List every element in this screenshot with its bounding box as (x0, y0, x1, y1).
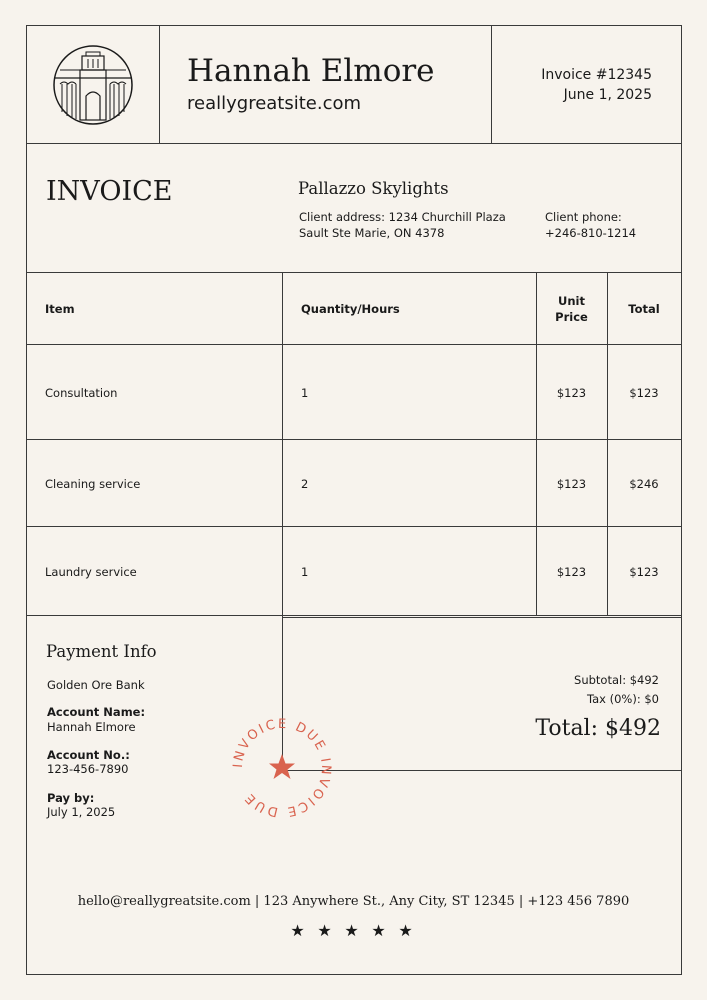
star-icon: ★ (317, 923, 332, 940)
payment-bank: Golden Ore Bank (47, 678, 145, 692)
invoice-due-stamp (230, 716, 334, 820)
column-header-unit-price (536, 294, 607, 324)
subtotal: Subtotal: $492 (574, 673, 659, 687)
pay-by-date: July 1, 2025 (47, 805, 116, 819)
client-address-line2: Sault Ste Marie, ON 4378 (299, 226, 445, 240)
star-icon: ★ (371, 923, 386, 940)
client-address-line1: Client address: 1234 Churchill Plaza (299, 210, 506, 224)
account-name: Hannah Elmore (47, 720, 136, 734)
row-2-total: $246 (629, 477, 659, 491)
invoice-number: Invoice #12345 (541, 67, 652, 83)
table-top-border (26, 272, 682, 273)
row-2-qty: 2 (301, 477, 309, 491)
row-1-item: Consultation (45, 386, 118, 400)
row-3-qty: 1 (301, 565, 309, 579)
header-bottom-border (26, 143, 682, 144)
table-row-border (26, 526, 682, 527)
brand-name: Hannah Elmore (187, 53, 435, 89)
star-icon: ★ (290, 923, 305, 940)
table-bottom-border (26, 615, 682, 616)
invoice-heading: INVOICE (46, 176, 173, 207)
column-header-item: Item (45, 302, 75, 316)
account-no: 123-456-7890 (47, 762, 129, 776)
tax: Tax (0%): $0 (586, 692, 659, 706)
client-name: Pallazzo Skylights (298, 179, 449, 198)
payment-info-title: Payment Info (46, 642, 157, 661)
column-header-total: Total (628, 302, 660, 316)
column-header-quantity: Quantity/Hours (301, 302, 400, 316)
header-divider-left (159, 25, 160, 143)
summary-box-top-border (283, 617, 682, 618)
row-1-unit-price: $123 (556, 386, 587, 400)
row-1-qty: 1 (301, 386, 309, 400)
client-phone: +246-810-1214 (545, 226, 637, 240)
frame-bottom-border (26, 974, 682, 975)
summary-box-bottom-border (282, 770, 682, 771)
frame-right-border (681, 25, 682, 975)
table-header-border (26, 344, 682, 345)
header-divider-right (491, 25, 492, 143)
frame-left-border (26, 25, 27, 975)
grand-total: Total: $492 (535, 716, 661, 741)
star-icon (269, 754, 295, 779)
star-icon: ★ (344, 923, 359, 940)
client-phone-label: Client phone: (545, 210, 622, 224)
row-1-total: $123 (629, 386, 659, 400)
footer-contact: hello@reallygreatsite.com | 123 Anywhere St., Any City, ST 12345 | +123 456 7890 (77, 894, 630, 909)
account-name-label: Account Name: (47, 705, 146, 719)
frame-top-border (26, 25, 682, 26)
stamp-text: INVOICE DUE INVOICE DUE (230, 716, 334, 820)
row-2-item: Cleaning service (45, 477, 141, 491)
table-col-divider (282, 272, 283, 616)
account-no-label: Account No.: (47, 748, 130, 762)
row-3-unit-price: $123 (556, 565, 587, 579)
footer-stars (284, 921, 419, 941)
star-icon: ★ (398, 923, 413, 940)
column-header-unit-price-line1: Unit (558, 294, 585, 308)
invoice-date: June 1, 2025 (563, 87, 652, 103)
row-2-unit-price: $123 (556, 477, 587, 491)
building-facade-icon (52, 44, 134, 126)
row-3-total: $123 (629, 565, 659, 579)
table-row-border (26, 439, 682, 440)
row-3-item: Laundry service (45, 565, 137, 579)
brand-website[interactable]: reallygreatsite.com (187, 93, 362, 114)
pay-by-label: Pay by: (47, 791, 95, 805)
column-header-unit-price-line2: Price (555, 310, 588, 324)
